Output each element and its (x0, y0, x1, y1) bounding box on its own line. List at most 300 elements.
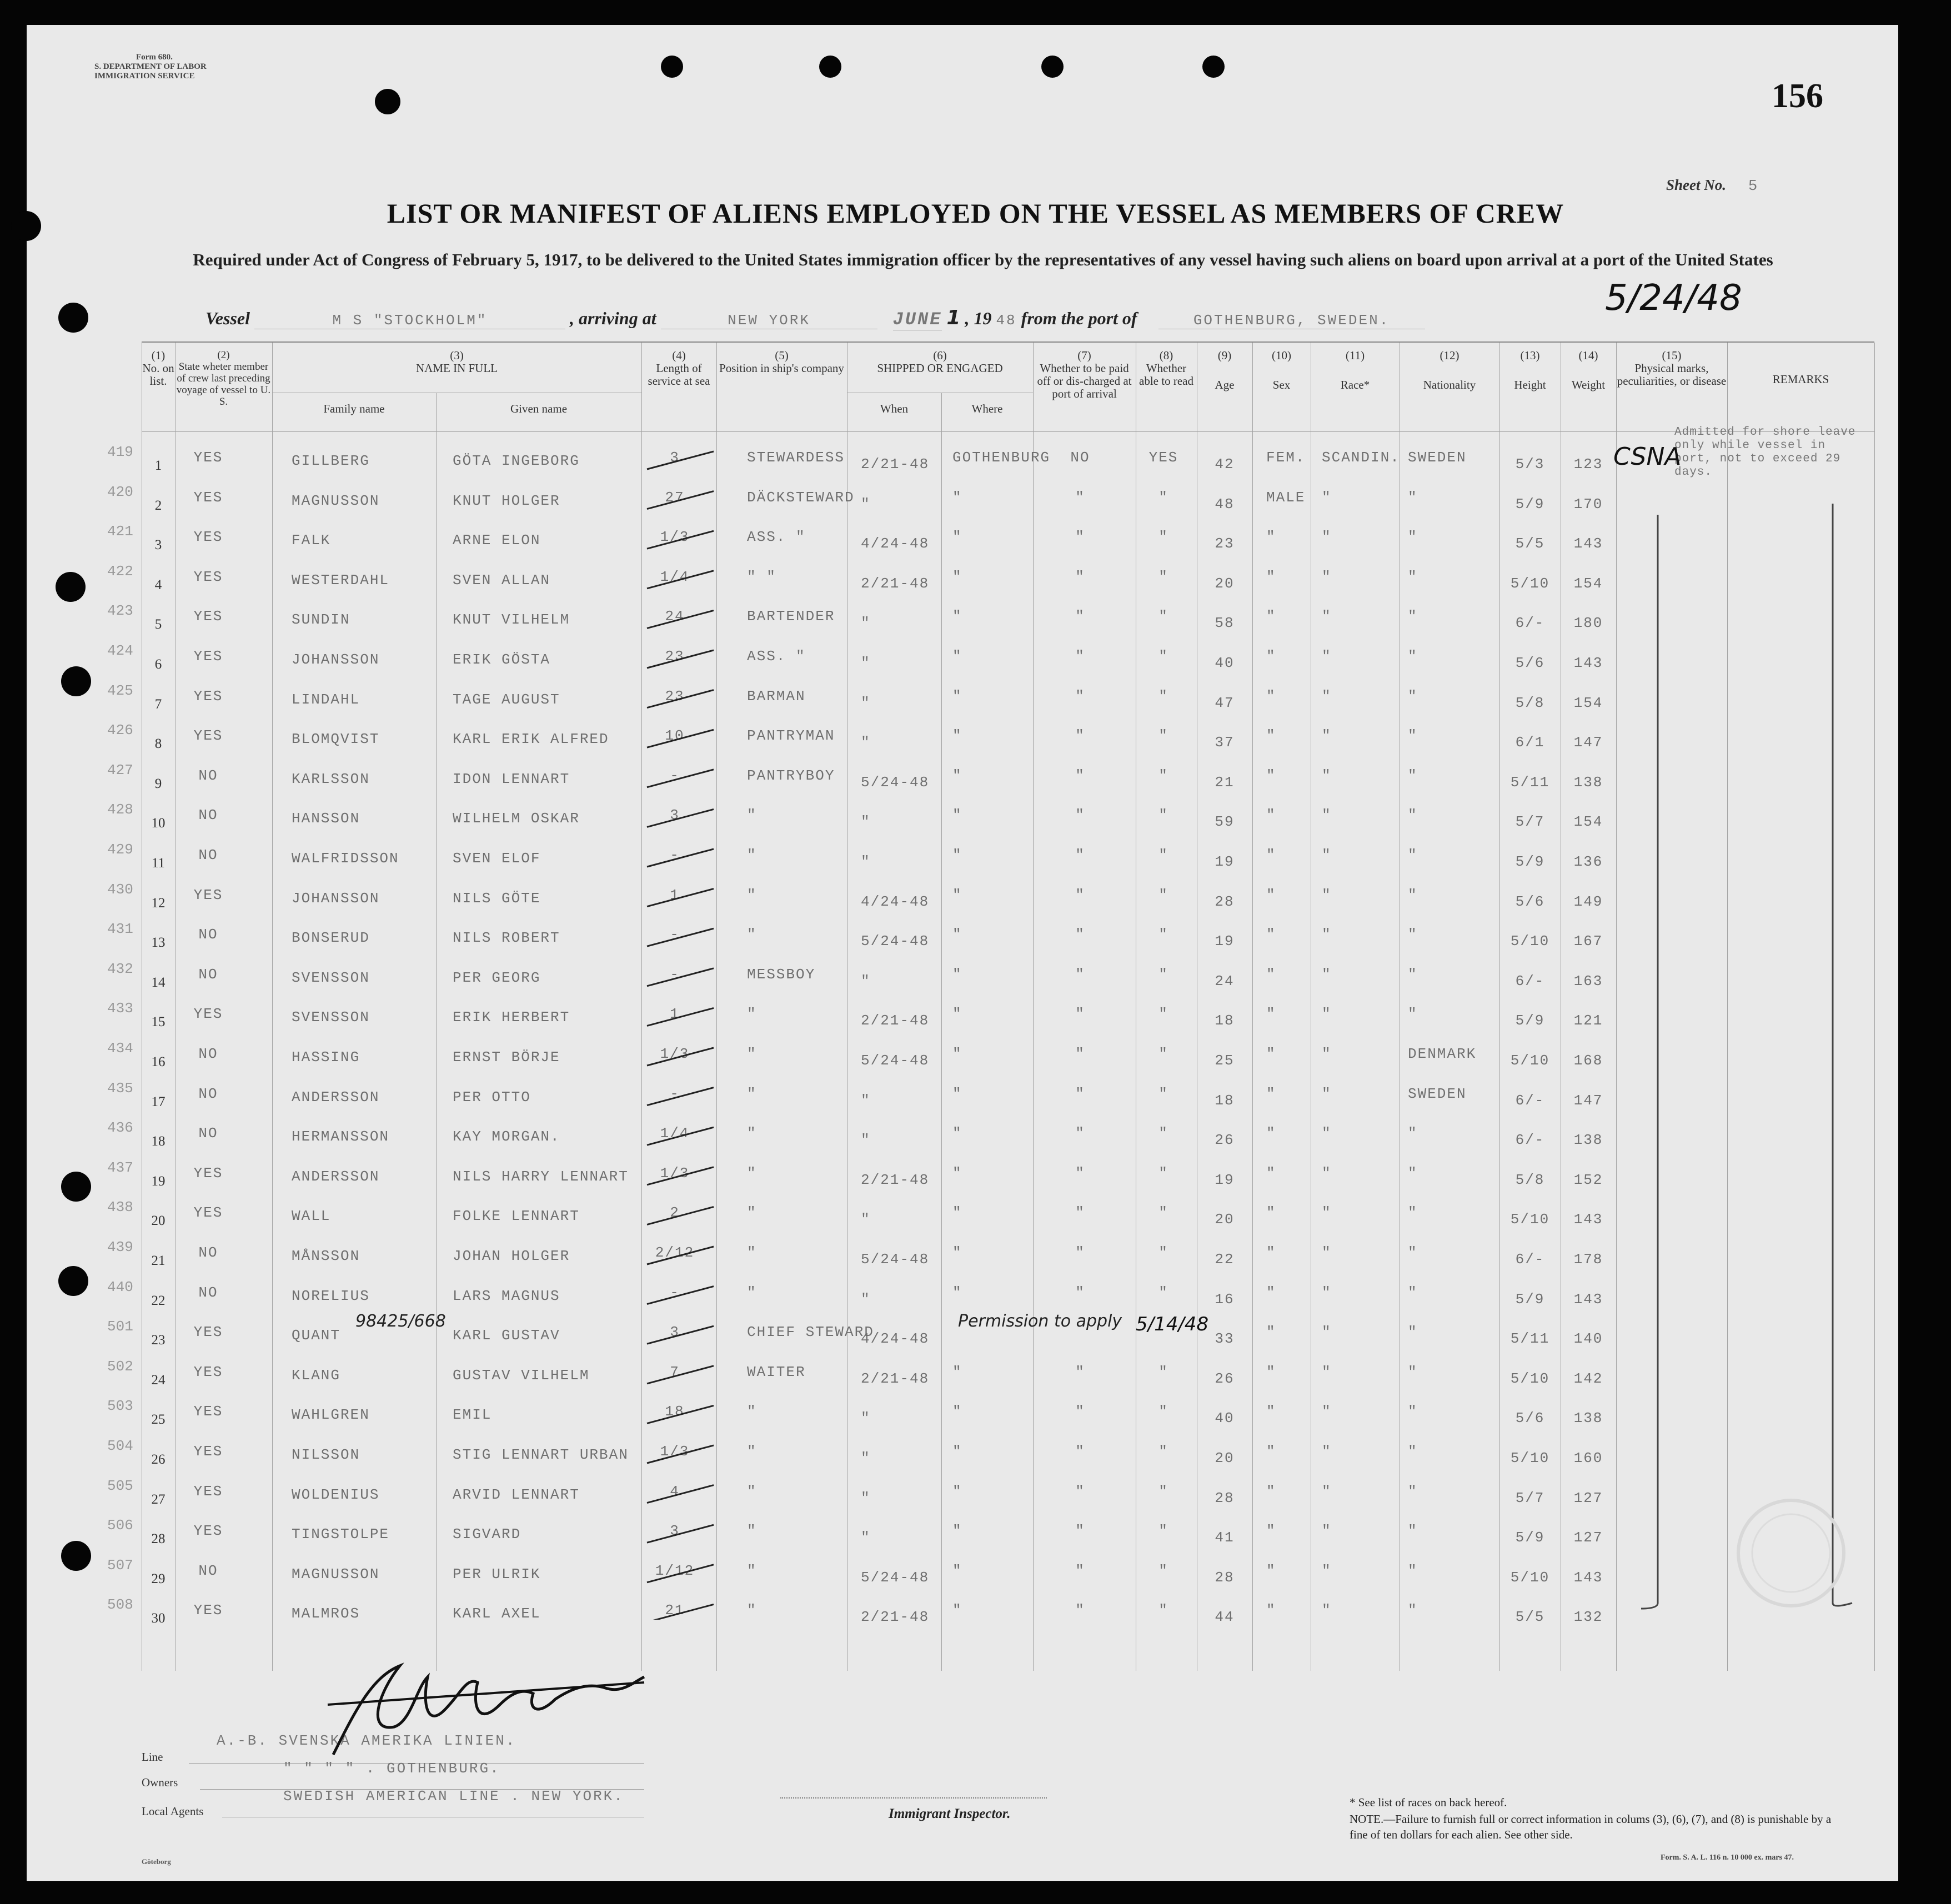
cell-prev-voyage: NO (198, 1085, 218, 1102)
cell-paid-off: " (1075, 767, 1085, 784)
cell-service-length: 3 (670, 1523, 680, 1540)
cell-able-to-read: " (1158, 1164, 1168, 1182)
cell-height: 5/10 (1510, 1569, 1550, 1586)
cell-age: 25 (1215, 1052, 1235, 1069)
cell-paid-off: " (1075, 1483, 1085, 1500)
cell-service-length: 3 (670, 807, 680, 824)
cell-service-length: 1 (670, 1006, 680, 1023)
cell-prev-voyage: YES (193, 529, 223, 546)
department-name: S. DEPARTMENT OF LABOR (94, 62, 207, 71)
cell-nationality: " (1408, 1443, 1418, 1460)
line-number: 423 (107, 602, 133, 620)
cell-family-name: ANDERSSON (292, 1168, 380, 1185)
cell-weight: 138 (1573, 1410, 1603, 1427)
sheet-label: Sheet No. (1666, 177, 1726, 193)
cell-able-to-read: " (1158, 926, 1168, 943)
cell-race: " (1322, 1244, 1332, 1261)
cell-service-length: 4 (670, 1483, 680, 1500)
cell-position: ASS. " (747, 529, 806, 546)
cell-family-name: NILSSON (292, 1446, 360, 1463)
cell-paid-off: NO (1070, 449, 1090, 466)
cell-service-length: 1/12 (655, 1562, 695, 1579)
owners-label: Owners (142, 1776, 178, 1789)
cell-race: " (1322, 807, 1332, 824)
cell-family-name: HERMANSSON (292, 1128, 390, 1146)
cell-prev-voyage: YES (193, 1483, 223, 1500)
cell-race: " (1322, 529, 1332, 546)
cell-shipped-when: 2/21-48 (861, 1012, 930, 1029)
cell-family-name: KLANG (292, 1367, 341, 1384)
cell-shipped-where: " (952, 926, 962, 943)
cell-nationality: " (1408, 1403, 1418, 1420)
cell-height: 5/9 (1515, 495, 1545, 513)
cell-paid-off: " (1075, 1284, 1085, 1301)
embossed-seal (1736, 1486, 1847, 1620)
cell-weight: 170 (1573, 495, 1603, 513)
cell-weight: 143 (1573, 1290, 1603, 1308)
cell-height: 5/10 (1510, 1211, 1550, 1228)
cell-shipped-when: 5/24-48 (861, 1052, 930, 1069)
cell-sex: " (1266, 886, 1276, 903)
cell-sex: " (1266, 687, 1276, 705)
cell-position: CHIEF STEWARD (747, 1324, 874, 1341)
cell-weight: 142 (1573, 1370, 1603, 1387)
cell-sex: " (1266, 727, 1276, 745)
cell-sex: " (1266, 529, 1276, 546)
line-number: 430 (107, 881, 133, 898)
cell-shipped-when: 4/24-48 (861, 1330, 930, 1348)
cell-service-length: 2/12 (655, 1244, 695, 1261)
cell-age: 41 (1215, 1529, 1235, 1546)
line-number: 504 (107, 1438, 133, 1454)
cell-family-name: NORELIUS (292, 1287, 370, 1304)
cell-service-length: 21 (665, 1602, 685, 1619)
cell-shipped-where: " (952, 1164, 962, 1182)
cell-shipped-where: " (952, 648, 962, 665)
cell-sex: " (1266, 847, 1276, 863)
cell-paid-off: " (1075, 1523, 1085, 1540)
cell-prev-voyage: NO (198, 1284, 218, 1301)
cell-position: " (747, 1562, 757, 1579)
cell-sex: " (1266, 1403, 1276, 1420)
cell-height: 6/- (1515, 615, 1545, 632)
cell-shipped-when: 4/24-48 (861, 535, 930, 552)
cell-shipped-where: " (952, 1403, 962, 1420)
cell-prev-voyage: NO (198, 1244, 218, 1261)
cell-able-to-read: " (1158, 727, 1168, 745)
cell-given-name: IDON LENNART (453, 770, 570, 787)
cell-given-name: GÖTA INGEBORG (453, 453, 580, 469)
cell-family-name: MAGNUSSON (292, 492, 380, 509)
row-number: 8 (154, 736, 162, 752)
cell-position: " (747, 1443, 757, 1460)
cell-shipped-where: " (952, 1085, 962, 1102)
cell-position: " (747, 1602, 757, 1619)
col-header-given-name: Given name (510, 402, 568, 415)
cell-able-to-read: " (1158, 1443, 1168, 1460)
cell-shipped-where: " (952, 687, 962, 705)
cell-weight: 143 (1573, 1211, 1603, 1228)
cell-weight: 147 (1573, 734, 1603, 751)
cell-service-length: 1/3 (660, 529, 690, 546)
cell-position: BARMAN (747, 687, 806, 705)
cell-given-name: NILS ROBERT (453, 930, 560, 947)
cell-prev-voyage: YES (193, 608, 223, 625)
cell-prev-voyage: YES (193, 1204, 223, 1222)
cell-shipped-when: " (861, 972, 871, 989)
punch-hole (61, 1541, 91, 1571)
cell-position: " (747, 1204, 757, 1222)
cell-shipped-when: " (861, 1489, 871, 1506)
cell-family-name: MAGNUSSON (292, 1565, 380, 1583)
row-number: 25 (151, 1412, 165, 1428)
cell-height: 6/1 (1515, 734, 1545, 751)
row-number: 5 (154, 617, 162, 632)
cell-family-name: SVENSSON (292, 969, 370, 986)
cell-height: 6/- (1515, 1251, 1545, 1268)
cell-age: 20 (1215, 1211, 1235, 1228)
punch-hole (375, 89, 400, 114)
cell-paid-off: " (1075, 926, 1085, 943)
cell-paid-off: " (1075, 1244, 1085, 1261)
cell-height: 5/9 (1515, 1290, 1545, 1308)
cell-paid-off: " (1075, 1204, 1085, 1222)
cell-able-to-read: " (1158, 608, 1168, 625)
cell-prev-voyage: YES (193, 1602, 223, 1619)
line-number: 421 (107, 523, 133, 540)
cell-family-name: FALK (292, 532, 331, 549)
cell-able-to-read: " (1158, 489, 1168, 506)
col-header-remarks: REMARKS (1772, 373, 1829, 386)
cell-nationality: " (1408, 1164, 1418, 1182)
cell-service-length: 18 (665, 1403, 685, 1420)
cell-weight: 180 (1573, 615, 1603, 632)
line-number: 438 (107, 1199, 133, 1216)
cell-family-name: HASSING (292, 1049, 360, 1066)
cell-family-name: TINGSTOLPE (292, 1526, 390, 1543)
cell-paid-off: " (1075, 687, 1085, 705)
cell-height: 5/11 (1510, 773, 1550, 791)
cell-position: DÄCKSTEWARD (747, 489, 855, 506)
cell-shipped-when: " (861, 655, 871, 671)
cell-height: 5/9 (1515, 1529, 1545, 1546)
cell-shipped-when: " (861, 1529, 871, 1546)
cell-sex: " (1266, 1085, 1276, 1102)
cell-position: " (747, 1244, 757, 1261)
row-number: 21 (151, 1253, 165, 1268)
punch-hole (58, 303, 88, 333)
cell-sex: " (1266, 1204, 1276, 1222)
cell-sex: " (1266, 767, 1276, 784)
cell-position: PANTRYBOY (747, 767, 835, 784)
cell-race: " (1322, 1164, 1332, 1182)
cell-nationality: " (1408, 807, 1418, 824)
cell-prev-voyage: YES (193, 687, 223, 705)
row-number: 9 (154, 776, 162, 791)
cell-prev-voyage: YES (193, 648, 223, 665)
cell-sex: " (1266, 1006, 1276, 1023)
cell-given-name: KARL ERIK ALFRED (453, 731, 609, 748)
remarks-bracket (1619, 481, 1874, 1614)
service-name: IMMIGRATION SERVICE (94, 72, 195, 81)
cell-shipped-when: 4/24-48 (861, 893, 930, 910)
cell-prev-voyage: YES (193, 568, 223, 585)
cell-age: 23 (1215, 535, 1235, 552)
cell-able-to-read: " (1158, 1483, 1168, 1500)
penalty-note: NOTE.—Failure to furnish full or correct information in colums (3), (6), (7), and (8) is punishable by a fine of ten dollars for each alien. See other side. (1350, 1812, 1832, 1841)
row-number: 1 (154, 458, 162, 473)
cell-shipped-when: " (861, 1132, 871, 1149)
cell-race: " (1322, 886, 1332, 903)
cell-paid-off: " (1075, 966, 1085, 983)
cell-prev-voyage: NO (198, 767, 218, 784)
cell-race: " (1322, 648, 1332, 665)
cell-height: 5/9 (1515, 853, 1545, 870)
cell-age: 21 (1215, 773, 1235, 791)
form-identifier (94, 53, 207, 81)
arrival-day: 1 (946, 307, 961, 329)
cell-race: " (1322, 1523, 1332, 1540)
cell-sex: " (1266, 1164, 1276, 1182)
cell-nationality: " (1408, 727, 1418, 745)
cell-prev-voyage: NO (198, 1562, 218, 1579)
cell-race: " (1322, 1006, 1332, 1023)
cell-weight: 132 (1573, 1609, 1603, 1626)
cell-family-name: WALFRIDSSON (292, 850, 399, 867)
cell-given-name: PER GEORG (453, 969, 541, 986)
cell-able-to-read: " (1158, 529, 1168, 546)
cell-shipped-where: " (952, 1562, 962, 1579)
punch-hole (661, 56, 683, 78)
cell-height: 5/6 (1515, 1410, 1545, 1427)
cell-given-name: PER ULRIK (453, 1565, 541, 1583)
cell-given-name: EMIL (453, 1406, 492, 1424)
row-number: 17 (151, 1094, 165, 1109)
cell-nationality: " (1408, 886, 1418, 903)
cell-shipped-where: " (952, 529, 962, 546)
cell-able-to-read: " (1158, 1602, 1168, 1619)
cell-able-to-read: " (1158, 1284, 1168, 1301)
cell-family-name: SVENSSON (292, 1009, 370, 1026)
cell-paid-off: " (1075, 1046, 1085, 1062)
cell-weight: 140 (1573, 1330, 1603, 1348)
cell-prev-voyage: NO (198, 847, 218, 863)
cell-position: " (747, 926, 757, 943)
cell-prev-voyage: NO (198, 1125, 218, 1142)
col-header-where: Where (971, 402, 1003, 415)
cell-given-name: WILHELM OSKAR (453, 810, 580, 827)
cell-nationality: " (1408, 1006, 1418, 1023)
cell-family-name: MÅNSSON (292, 1248, 360, 1264)
cell-shipped-where: " (952, 1204, 962, 1222)
cell-able-to-read: " (1158, 847, 1168, 863)
row-number: 6 (154, 657, 162, 672)
cell-sex: " (1266, 1244, 1276, 1261)
from-port-label: from the port of (1021, 308, 1137, 328)
cell-position: PANTRYMAN (747, 727, 835, 745)
cell-race: " (1322, 727, 1332, 745)
cell-paid-off: " (1075, 1562, 1085, 1579)
row-number: 24 (151, 1372, 165, 1388)
cell-sex: " (1266, 1363, 1276, 1380)
cell-nationality: " (1408, 529, 1418, 546)
cell-position: " (747, 1483, 757, 1500)
line-number: 434 (107, 1040, 133, 1057)
cell-paid-off: " (1075, 529, 1085, 546)
row-number: 23 (151, 1333, 165, 1348)
cell-height: 5/11 (1510, 1330, 1550, 1348)
cell-service-length: 23 (665, 648, 685, 665)
cell-family-name: SUNDIN (292, 611, 350, 629)
cell-family-name: JOHANSSON (292, 651, 380, 668)
line-number: 501 (107, 1318, 133, 1335)
owner-signature (311, 1644, 655, 1777)
cell-sex: " (1266, 1046, 1276, 1062)
cell-age: 20 (1215, 1450, 1235, 1466)
races-note: * See list of races on back hereof. (1350, 1796, 1507, 1809)
col-header-able-to-read: (8) Whether able to read (1139, 349, 1193, 388)
cell-race: " (1322, 847, 1332, 863)
cell-service-length: - (670, 926, 680, 943)
cell-shipped-where: " (952, 966, 962, 983)
cell-able-to-read: " (1158, 966, 1168, 983)
cell-shipped-when: " (861, 813, 871, 831)
cell-shipped-when: 5/24-48 (861, 933, 930, 950)
cell-sex: FEM. (1266, 449, 1306, 466)
cell-sex: " (1266, 1443, 1276, 1460)
cell-prev-voyage: YES (193, 489, 223, 506)
inspector-stamp: CSNA (1613, 443, 1682, 471)
cell-given-name: KAY MORGAN. (453, 1128, 560, 1146)
cell-able-to-read: " (1158, 568, 1168, 585)
cell-race: " (1322, 608, 1332, 625)
line-number: 420 (107, 483, 133, 500)
cell-position: MESSBOY (747, 966, 816, 983)
cell-service-length: 7 (670, 1363, 680, 1380)
cell-family-name: WESTERDAHL (292, 571, 390, 589)
line-number: 437 (107, 1159, 133, 1176)
line-number: 440 (107, 1278, 133, 1295)
line-number: 502 (107, 1358, 133, 1375)
cell-nationality: " (1408, 687, 1418, 705)
cell-position: " (747, 1523, 757, 1540)
cell-family-name: ANDERSSON (292, 1088, 380, 1106)
punch-hole (1041, 56, 1064, 78)
cell-shipped-when: 2/21-48 (861, 456, 930, 473)
col-header-nationality: (12) Nationality (1423, 349, 1476, 391)
cell-service-length: - (670, 1085, 680, 1102)
cell-height: 5/9 (1515, 1012, 1545, 1029)
cell-race: " (1322, 687, 1332, 705)
cell-shipped-when: " (861, 1450, 871, 1466)
cell-weight: 143 (1573, 1569, 1603, 1586)
cell-family-name: GILLBERG (292, 453, 370, 469)
cell-able-to-read: " (1158, 1562, 1168, 1579)
cell-sex: " (1266, 1483, 1276, 1500)
cell-age: 26 (1215, 1132, 1235, 1149)
line-number: 427 (107, 761, 133, 778)
line-number: 426 (107, 722, 133, 739)
cell-position: " (747, 1125, 757, 1142)
page-subtitle: Required under Act of Congress of February 5, 1917, to be delivered to the United States immigration officer by the representatives of any vessel having such aliens on board upon arrival at a port of the United States (193, 250, 1773, 269)
cell-race: " (1322, 1085, 1332, 1102)
line-number: 422 (107, 562, 133, 580)
punch-hole (819, 56, 841, 78)
cell-paid-off: " (1075, 1125, 1085, 1142)
cell-shipped-when: 2/21-48 (861, 1370, 930, 1387)
cell-given-name: ERIK GÖSTA (453, 651, 551, 668)
cell-weight: 147 (1573, 1092, 1603, 1109)
cell-shipped-where: GOTHENBURG (952, 449, 1051, 466)
cell-family-name: WOLDENIUS (292, 1486, 380, 1503)
departure-port: GOTHENBURG, SWEDEN. (1158, 312, 1425, 329)
cell-paid-off: " (1075, 1363, 1085, 1380)
cell-race: " (1322, 1483, 1332, 1500)
line-number: 505 (107, 1477, 133, 1494)
cell-prev-voyage: YES (193, 727, 223, 745)
cell-service-length: 23 (665, 687, 685, 705)
cell-position: WAITER (747, 1363, 806, 1380)
arriving-label: , arriving at (570, 308, 656, 328)
cell-prev-voyage: YES (193, 1324, 223, 1341)
cell-able-to-read: " (1158, 1125, 1168, 1142)
line-number: 433 (107, 1000, 133, 1017)
cell-able-to-read: " (1158, 1523, 1168, 1540)
form-number: Form 680. (136, 53, 173, 62)
cell-position: " (747, 886, 757, 903)
cell-age: 22 (1215, 1251, 1235, 1268)
cell-shipped-where: " (952, 489, 962, 506)
cell-prev-voyage: NO (198, 966, 218, 983)
line-number: 424 (107, 642, 133, 659)
cell-weight: 138 (1573, 1132, 1603, 1149)
cell-prev-voyage: YES (193, 1006, 223, 1023)
cell-height: 5/8 (1515, 1171, 1545, 1188)
cell-shipped-when: " (861, 1290, 871, 1308)
punch-hole (56, 572, 86, 602)
cell-age: 44 (1215, 1609, 1235, 1626)
line-number: 439 (107, 1239, 133, 1255)
cell-age: 19 (1215, 1171, 1235, 1188)
cell-able-to-read: " (1158, 1204, 1168, 1222)
cell-weight: 163 (1573, 972, 1603, 989)
cell-age: 28 (1215, 1489, 1235, 1506)
col-header-family-name: Family name (323, 402, 385, 415)
cell-height: 5/5 (1515, 535, 1545, 552)
cell-nationality: " (1408, 489, 1418, 506)
cell-given-name: KNUT VILHELM (453, 611, 570, 629)
col-header-when: When (880, 402, 909, 415)
cell-prev-voyage: YES (193, 449, 223, 466)
cell-nationality: SWEDEN (1408, 1085, 1467, 1102)
cell-weight: 143 (1573, 655, 1603, 671)
cell-able-to-read: " (1158, 886, 1168, 903)
cell-prev-voyage: YES (193, 1363, 223, 1380)
cell-nationality: " (1408, 648, 1418, 665)
cell-weight: 143 (1573, 535, 1603, 552)
col-header-physical-marks: (15) Physical marks, peculiarities, or disease (1617, 349, 1727, 388)
cell-service-length: - (670, 1284, 680, 1301)
owners-value: " " " " . GOTHENBURG. (283, 1760, 500, 1777)
cell-shipped-when: 5/24-48 (861, 773, 930, 791)
cell-shipped-where: " (952, 1244, 962, 1261)
cell-height: 5/6 (1515, 893, 1545, 910)
handwritten-date: 5/24/48 (1605, 278, 1742, 319)
cell-able-to-read: " (1158, 1006, 1168, 1023)
cell-paid-off: " (1075, 1006, 1085, 1023)
cell-weight: 160 (1573, 1450, 1603, 1466)
cell-age: 40 (1215, 1410, 1235, 1427)
